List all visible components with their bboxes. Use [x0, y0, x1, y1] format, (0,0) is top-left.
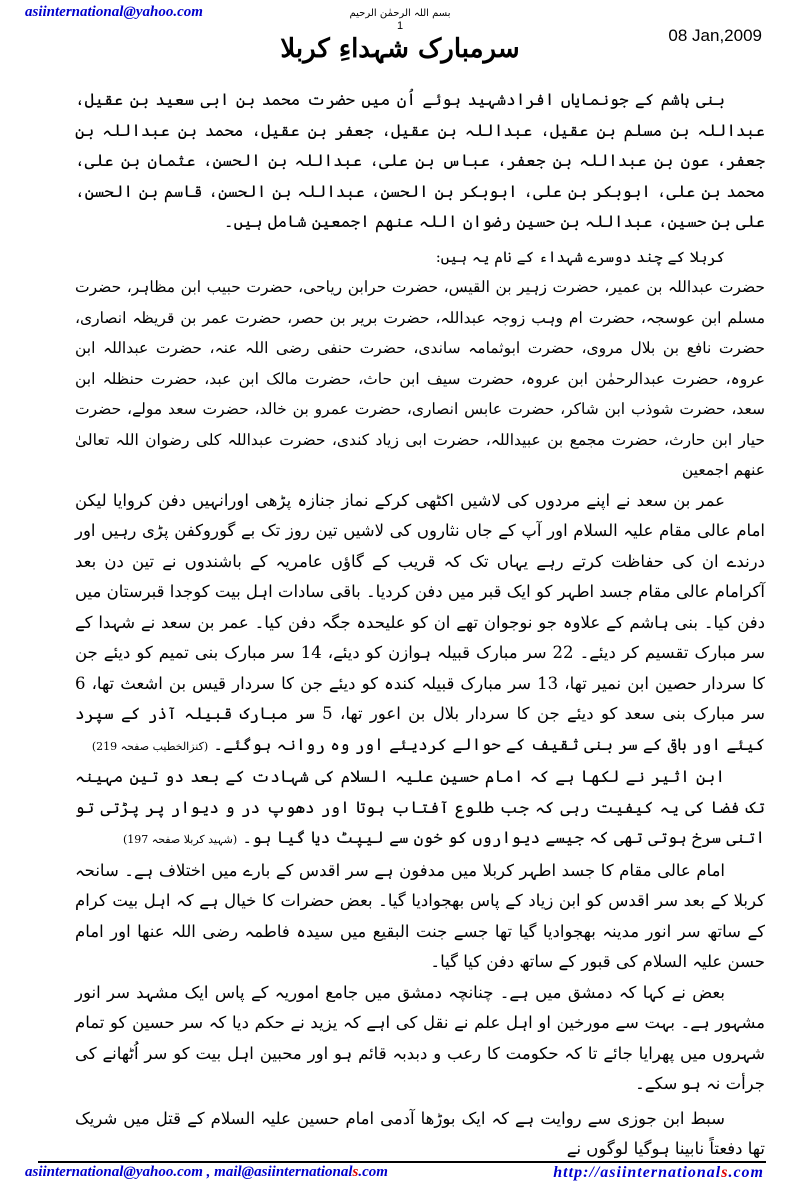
footer-email-links[interactable]	[25, 1164, 388, 1181]
paragraph-burial	[75, 486, 765, 763]
paragraph-damascus: بعض نے کہا کہ دمشق میں ہے۔ چنانچہ دمشق میں جامع اموریہ کے پاس ایک مشہد سر انور مشہور ہے۔ بہت سے مورخین او اہل علم نے نقل کی اہے کہ یزید نے حکم دیا کہ سر حسین کو تمام شہروں میں پھرایا جائے تا کہ حکومت کا رعب و دبدبہ قائم ہو اور محبین اہل بیت کو سر اُٹھانے کی جرأت نہ ہو سکے۔	[75, 982, 765, 1093]
footer-emails-red-letter: s	[352, 1164, 359, 1180]
page-number: 1	[396, 20, 404, 32]
footer-website-red-letter: s	[721, 1164, 729, 1181]
bismillah: بسم اللہ الرحمٰن الرحیم	[349, 8, 451, 19]
footer-website-tail: .com	[728, 1164, 764, 1181]
paragraph-ibn-jawzi: سبط ابن جوزی سے روایت ہے کہ ایک بوڑھا آدمی امام حسین علیہ السلام کے قتل میں شریک تھا دفعتاً نابینا ہوگیا لوگوں نے	[75, 1108, 765, 1158]
date: 08 Jan,2009	[668, 26, 762, 45]
paragraph-other-martyrs-list: حضرت عبداللہ بن عمیر، حضرت زہیر بن القیس، حضرت حرابن ریاحی، حضرت حبیب ابن مظاہر، حضرت مسلم ابن عوسجہ، حضرت ام وہب زوجہ عبداللہ، حضرت بریر بن حصر، حضرت عمر بن قریظہ انصاری، حضرت نافع بن بلال مروی، حضرت ابوثمامہ ساندی، حضرت حنفی رضی اللہ عنہ، حضرت عبداللہ ابن عروہ، حضرت عبدالرحمٰن ابن عروہ، حضرت سیف ابن حاث، حضرت مالک ابن عبد، حضرت حنظلہ ابن سعد، حضرت شوذب ابن شاکر، حضرت عابس انصاری، حضرت عمرو بن خالد، حضرت سعد مولے، حضرت حیار ابن حارث، حضرت مجمع بن عبیداللہ، حضرت ابی زیاد کندی، حضرت عبداللہ کلی رضوان اللہ تعالیٰ عنھم اجمعین	[75, 278, 765, 479]
footer-emails-text: asiinternational@yahoo.com , mail@asiinternational	[25, 1164, 353, 1180]
citation-kanz-ul-khatib: (کنزالخطیب صفحہ 219)	[91, 739, 209, 753]
paragraph-ibn-athir	[75, 762, 765, 856]
burial-text: عمر بن سعد نے اپنے مردوں کی لاشیں اکٹھی کرکے نماز جنازہ پڑھی اورانہیں دفن کروایا لیکن امام عالی مقام علیہ السلام اور آپ کے جاں نثاروں کی لاشیں تین روز تک بے گوروکفن پڑی رہیں اور درندے ان کی حفاظت کرتے رہے یہاں تک کہ قریب کے گاؤں عامریہ کے باشندوں نے تین دن بعد آکرامام عالی مقام جسد اطہر کو ایک قبر میں دفن کردیا۔ باقی سادات اہل بیت کوجدا قبرستان میں دفن کیا۔ بنی ہاشم کے علاوہ جو نوجوان تھے ان کو علیحدہ جگہ دفن کیا۔ عمر بن سعد نے شہدا کے سر مبارک تقسیم کر دیئے۔ 22 سر مبارک قبیلہ ہوازن کو دیئے، 14 سر مبارک بنی تمیم کو دیئے جن کا سردار حصین ابن نمیر تھا، 13 سر مبارک قبیلہ کندہ کو دیئے جن کا سردار قیس بن اشعث تھا، 6 سر مبارک بنی سعد کو دیئے جن کا سردار بلال بن اعور تھا، 5 سر مبارک قبیلہ آذر کے سپرد کیئے اور باقی کے سر بنی ثقیف کے حوالے کردیئے اور وہ روانہ ہوگئے۔	[75, 490, 766, 754]
footer-emails-tail: .com	[358, 1164, 388, 1180]
paragraph-other-martyrs-intro: کربلا کے چند دوسرے شہداء کے نام یہ ہیں:	[435, 247, 725, 266]
paragraph-holy-head: امام عالی مقام کا جسد اطہر کربلا میں مدفون ہے سر اقدس کے بارے میں اختلاف ہے۔ سانحہ کربلا کے بعد سر اقدس کو ابن زیاد کے پاس بھجوادیا گیا۔ بعض حضرات کا خیال ہے کہ اہل بیت کرام کے ساتھ سر انور مدینہ بھجوادیا گیا تھا جسے جنت البقیع میں سیدہ فاطمہ رضی اللہ عنھا اور امام حسن علیہ السلام کی قبور کے ساتھ دفن کیا گیا۔	[75, 860, 765, 971]
article-title: سرمبارک شہداءِ کربلا	[280, 34, 520, 64]
footer-website-link[interactable]	[553, 1164, 764, 1182]
citation-shaheed-karbala: (شہید کربلا صفحہ 197)	[122, 833, 238, 846]
footer-divider	[38, 1161, 766, 1163]
header-email-link[interactable]: asiinternational@yahoo.com	[25, 4, 203, 20]
paragraph-bani-hashim: بنی ہاشم کے جونمایاں افرادشہید ہوئے اُن میں حضرت محمد بن ابی سعید بن عقیل، عبداللہ بن مسلم بن عقیل، عبداللہ بن عقیل، جعفر بن عقیل، محمد بن عبداللہ بن جعفر، عون بن عبداللہ بن جعفر، عباس بن علی، عبداللہ بن الحسن، عثمان بن علی، محمد بن علی، ابوبکر بن علی، ابوبکر بن الحسن، عبداللہ بن الحسن، قاسم بن الحسن، علی بن حسین، عبداللہ بن حسین رضوان اللہ عنھم اجمعین شامل ہیں۔	[75, 90, 765, 231]
article-body	[75, 85, 765, 1165]
footer-website-text: http://asiinternational	[553, 1164, 722, 1181]
ibn-athir-text: ابن اثیر نے لکھا ہے کہ امام حسین علیہ السلام کی شہادت کے بعد دو تین مہینہ تک فضا کی یہ کیفیت رہی کہ جب طلوع آفتاب ہوتا اور دھوپ در و دیوار پر پڑتی تو اتنی سرخ ہوتی تھی کہ جیسے دیواروں کو خون سے لیپٹ دیا گیا ہو۔	[75, 767, 765, 847]
